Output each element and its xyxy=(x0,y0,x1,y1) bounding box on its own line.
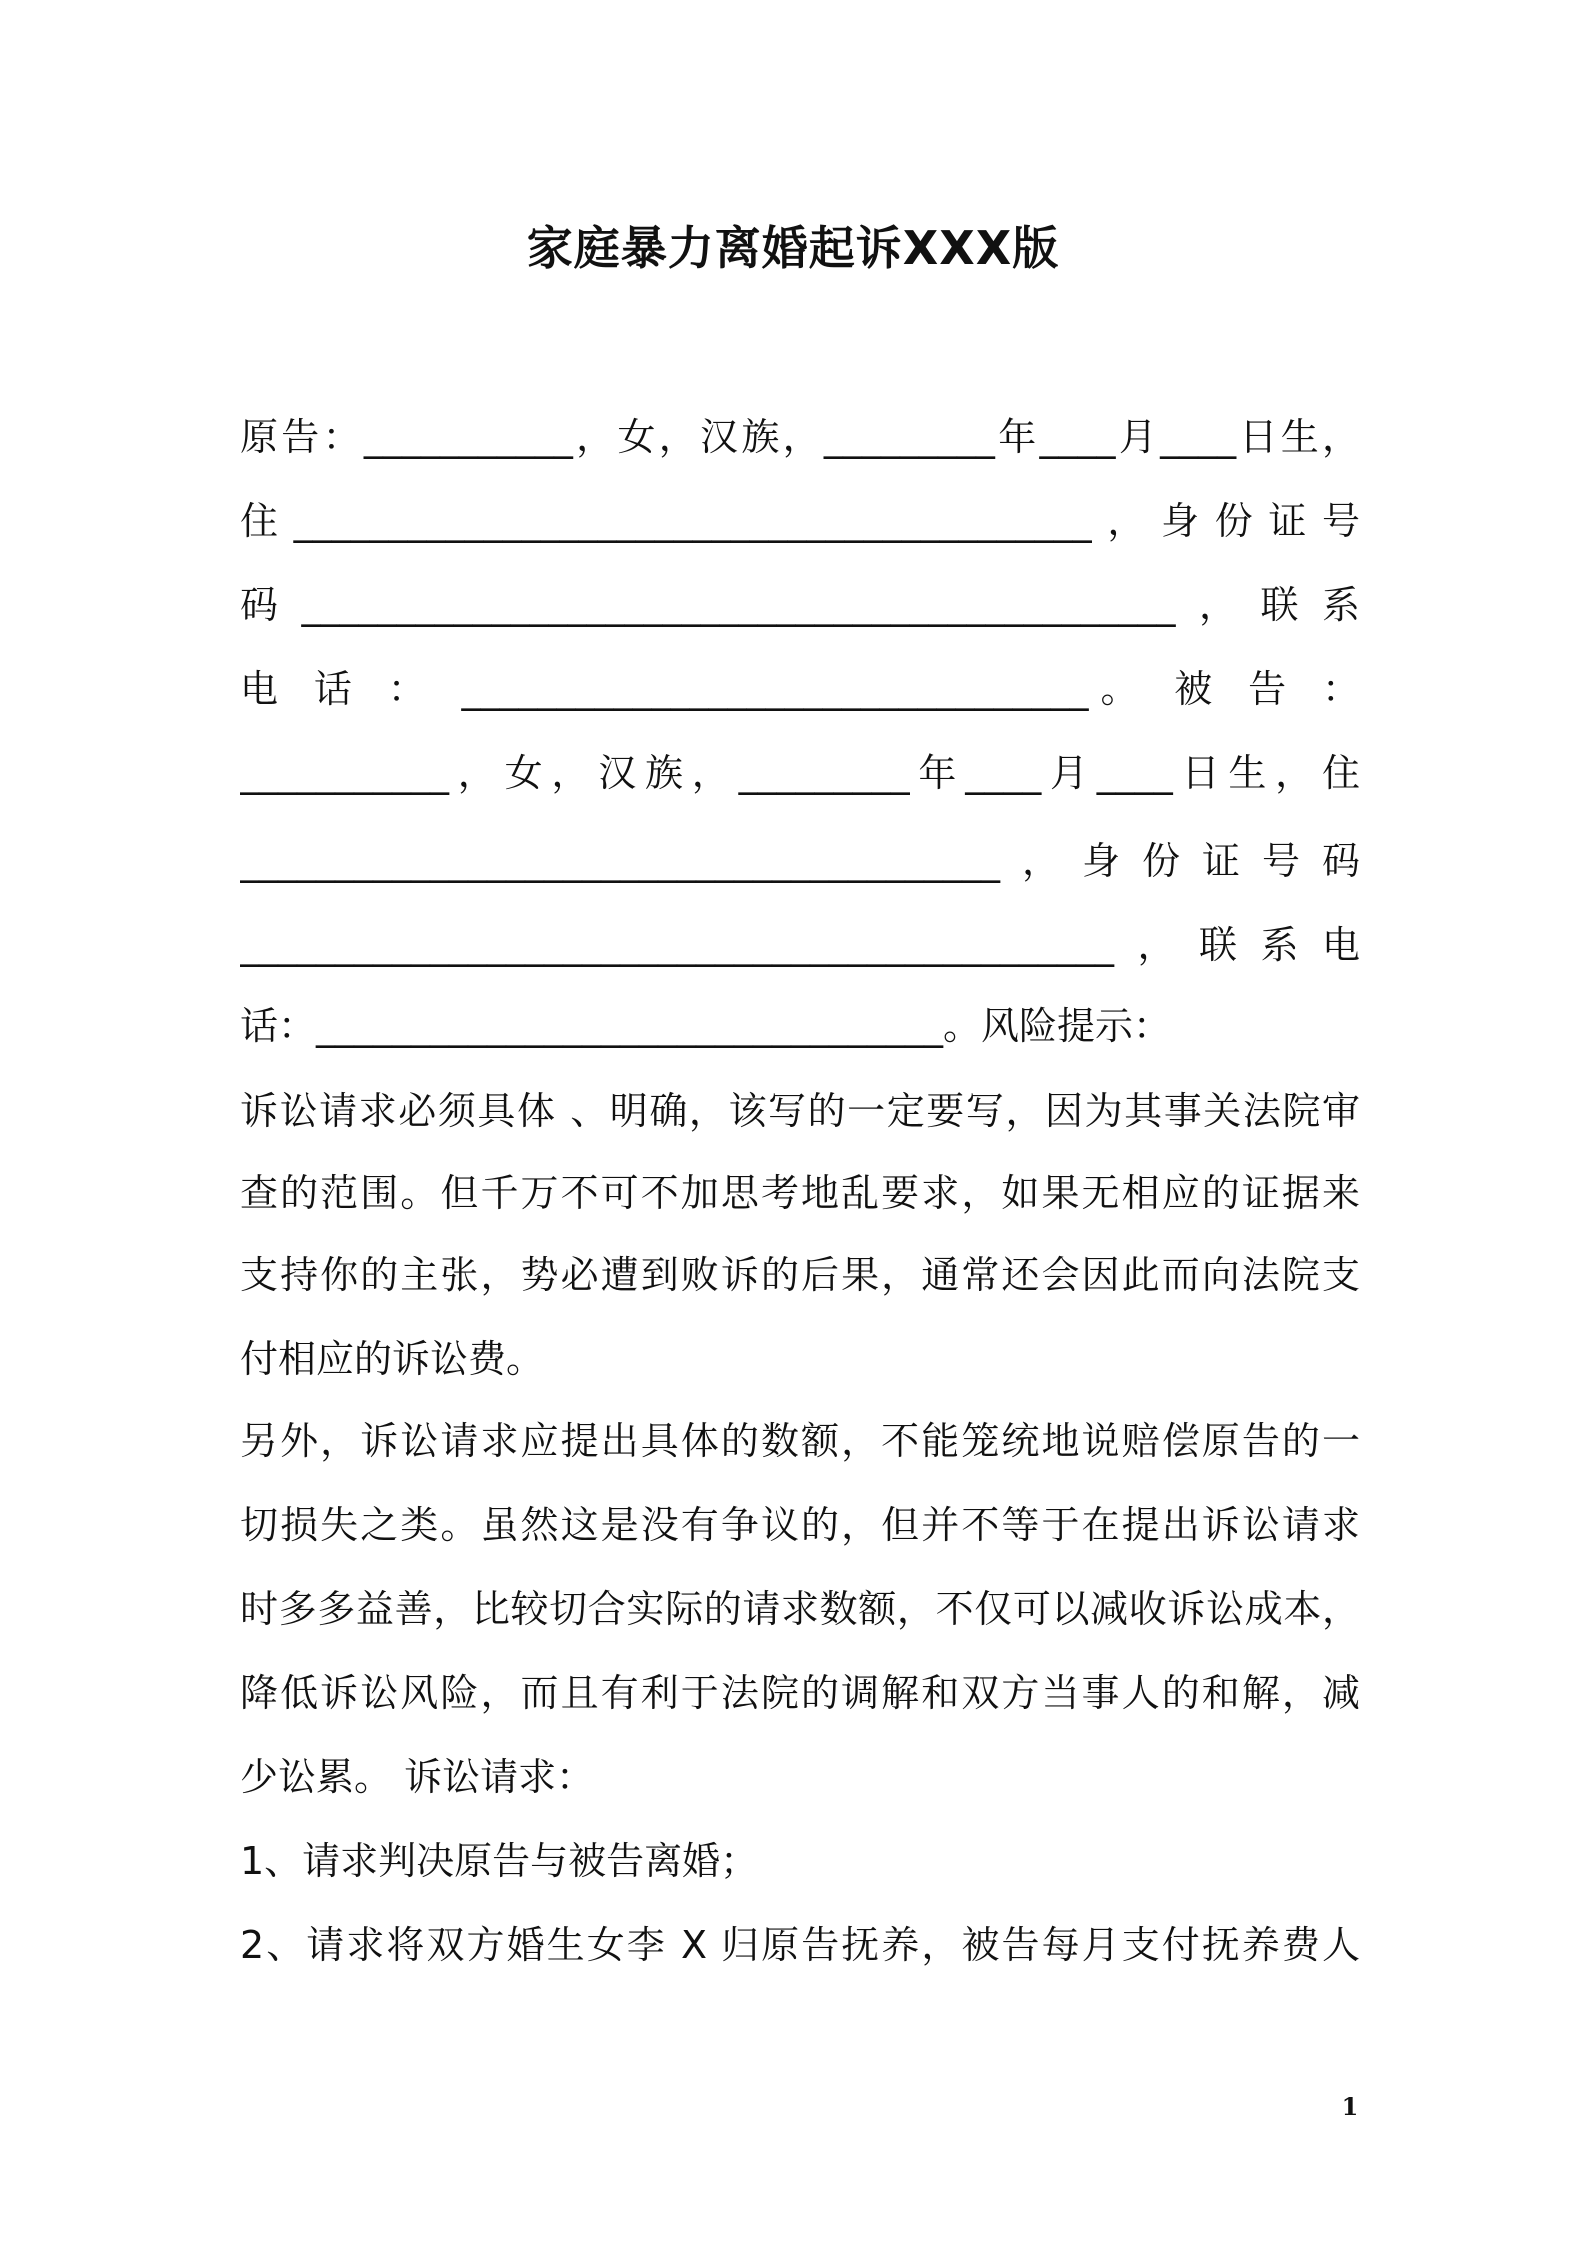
body-line-2: 住__________________________________________，身份证号 xyxy=(240,499,1360,543)
body-line-13: 另外，诉讼请求应提出具体的数额，不能笼统地说赔偿原告的一 xyxy=(240,1419,1360,1463)
body-line-16: 降低诉讼风险，而且有利于法院的调解和双方当事人的和解，减 xyxy=(240,1671,1360,1715)
document-title: 家庭暴力离婚起诉XXX版 xyxy=(526,221,1060,275)
page-number: 1 xyxy=(1341,2092,1359,2121)
body-line-14: 切损失之类。虽然这是没有争议的，但并不等于在提出诉讼请求 xyxy=(240,1503,1360,1547)
body-line-10: 查的范围。但千万不可不加思考地乱要求，如果无相应的证据来 xyxy=(240,1171,1360,1215)
body-line-15: 时多多益善，比较切合实际的请求数额，不仅可以减收诉讼成本， xyxy=(240,1587,1360,1631)
body-line-4: 电 话 ： _________________________________。 被 告 ： xyxy=(240,667,1360,711)
body-line-19: 2、请求将双方婚生女李 X 归原告抚养，被告每月支付抚养费人 xyxy=(240,1923,1360,1967)
body-line-18: 1、请求判决原告与被告离婚； xyxy=(240,1839,759,1883)
body-line-11: 支持你的主张，势必遭到败诉的后果，通常还会因此而向法院支 xyxy=(240,1253,1360,1297)
body-line-3: 码______________________________________________，联系 xyxy=(240,583,1360,627)
body-line-1: 原告：___________，女，汉族，_________年____月____日生， xyxy=(240,415,1360,459)
body-line-9: 诉讼请求必须具体 、明确，该写的一定要写，因为其事关法院审 xyxy=(240,1089,1360,1133)
body-line-12: 付相应的诉讼费。 xyxy=(240,1337,545,1381)
body-line-7: ______________________________________________，联系电 xyxy=(240,923,1360,967)
body-line-17: 少讼累。 诉讼请求： xyxy=(240,1755,595,1799)
body-line-8: 话：_________________________________。风险提示： xyxy=(240,1004,1172,1048)
body-line-5: ___________，女，汉族，_________年____月____日生，住 xyxy=(240,751,1360,795)
body-line-6: ________________________________________，身份证号码 xyxy=(240,839,1360,883)
